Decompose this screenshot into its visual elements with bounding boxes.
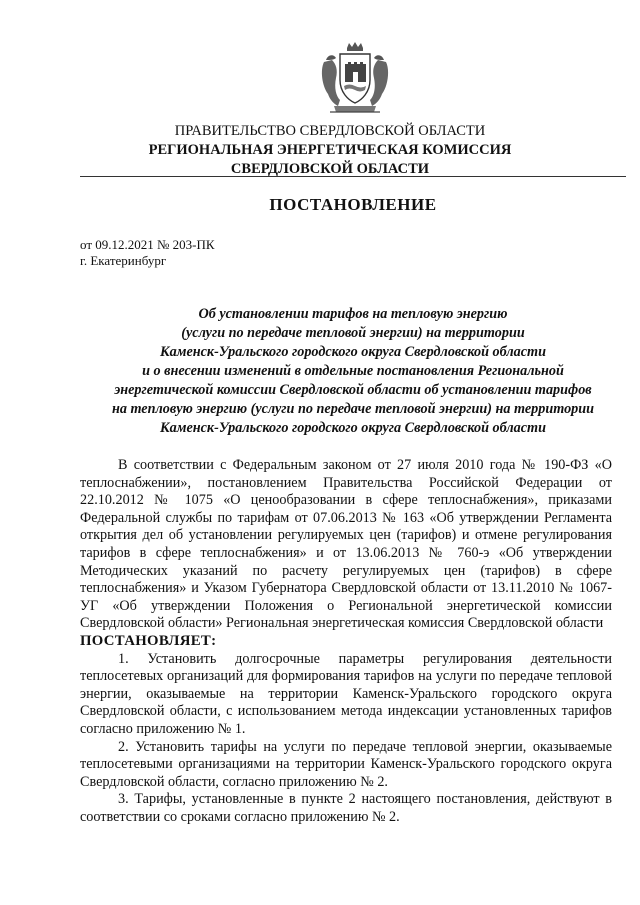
document-type-title: ПОСТАНОВЛЕНИЕ	[269, 195, 437, 214]
subject-line: на тепловую энергию (услуги по передаче тепловой энергии) на территории	[111, 401, 595, 417]
document-subject	[80, 305, 626, 438]
subject-line: и о внесении изменений в отдельные постановления Региональной	[142, 363, 564, 379]
subject-line: Каменск-Уральского городского округа Свердловской области	[160, 344, 546, 360]
item-paragraph-1: 1. Установить долгосрочные параметры регулирования деятельности теплосетевых организаций для формирования тарифов на услуги по передаче тепловой энергии, оказываемые на территории Каменск-Уральского городского округа Свердловской области, с использованием метода индексации установленных тарифов согласно приложению № 1.	[80, 650, 612, 737]
decree-word: ПОСТАНОВЛЯЕТ:	[80, 632, 217, 649]
subject-line: (услуги по передаче тепловой энергии) на территории	[181, 325, 525, 341]
subject-line: энергетической комиссии Свердловской области об установлении тарифов	[114, 382, 592, 398]
document-body	[80, 457, 612, 826]
government-name: ПРАВИТЕЛЬСТВО СВЕРДЛОВСКОЙ ОБЛАСТИ	[174, 123, 486, 139]
subject-line: Об установлении тарифов на тепловую энергию	[198, 306, 508, 322]
subject-line: Каменск-Уральского городского округа Свердловской области	[160, 420, 546, 436]
coat-of-arms-icon	[316, 42, 394, 116]
document-city: г. Екатеринбург	[80, 253, 167, 268]
preamble-paragraph: В соответствии с Федеральным законом от 27 июля 2010 года № 190-ФЗ «О теплоснабжении», постановлением Правительства Российской Федерации от 22.10.2012 № 1075 «О ценообразовании в сфере теплоснабжения», приказами Федеральной службы по тарифам от 07.06.2013 № 163 «Об утверждении Регламента открытия дел об установлении регулируемых цен (тарифов) и отмене регулирования тарифов в сфере теплоснабжения» и от 13.06.2013 № 760-э «Об утверждении Методических указаний по расчету регулируемых цен (тарифов) в сфере теплоснабжения» и Указом Губернатора Свердловской области от 13.11.2010 № 1067-УГ «Об утверждении Положения о Региональной энергетической комиссии Свердловской области» Региональная энергетическая комиссия Свердловской области	[80, 457, 612, 632]
commission-region: СВЕРДЛОВСКОЙ ОБЛАСТИ	[230, 161, 430, 177]
item-paragraph-3: 3. Тарифы, установленные в пункте 2 настоящего постановления, действуют в соответствии со сроками согласно приложению № 2.	[80, 791, 612, 825]
document-date-number: от 09.12.2021 № 203-ПК	[80, 237, 215, 252]
item-paragraph-2: 2. Установить тарифы на услуги по передаче тепловой энергии, оказываемые теплосетевыми организациями на территории Каменск-Уральского городского округа Свердловской области, согласно приложению № 2.	[80, 738, 612, 790]
header-divider	[80, 176, 626, 177]
commission-name: РЕГИОНАЛЬНАЯ ЭНЕРГЕТИЧЕСКАЯ КОМИССИЯ	[148, 142, 512, 158]
